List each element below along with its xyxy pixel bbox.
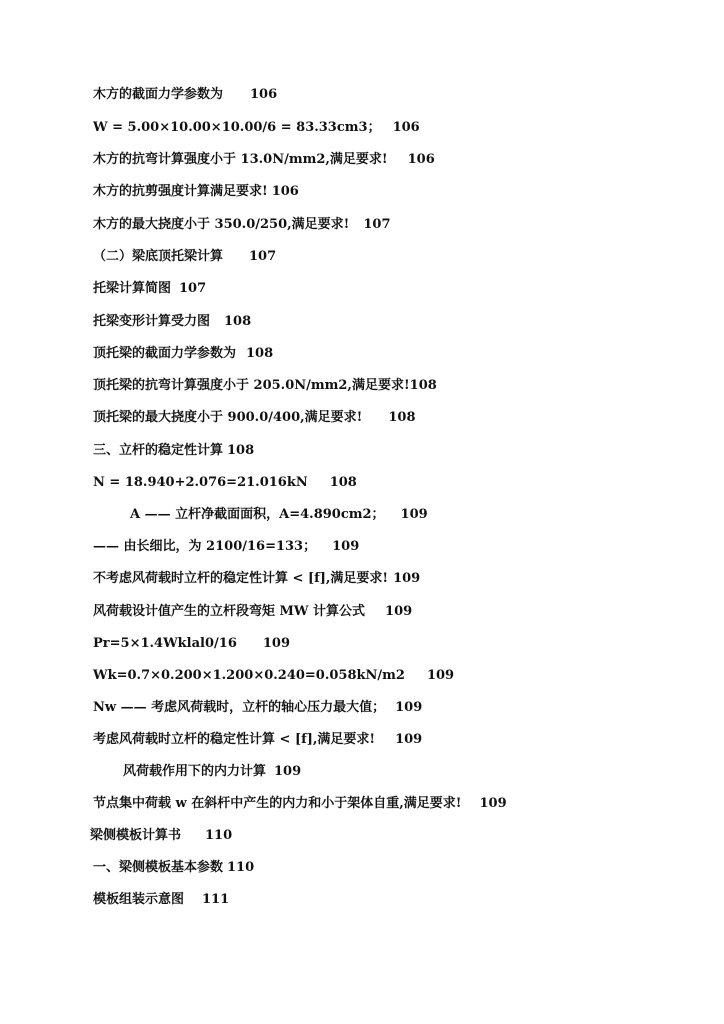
toc-entry[interactable] (93, 567, 420, 591)
toc-entry-page: 107 (249, 249, 277, 264)
toc-entry-page: 109 (395, 732, 423, 747)
toc-entry[interactable] (93, 888, 229, 912)
toc-entry-page: 108 (329, 475, 357, 490)
toc-entry-text: 顶托梁的抗弯计算强度小于 205.0N/mm2,满足要求! (93, 378, 410, 393)
toc-entry-page: 109 (395, 700, 423, 715)
toc-entry-page: 106 (392, 120, 420, 135)
toc-entry-page: 109 (400, 507, 428, 522)
toc-entry[interactable] (93, 83, 277, 107)
toc-entry[interactable] (93, 406, 416, 430)
toc-entry-text: 托梁计算简图 (93, 281, 172, 296)
toc-entry-text: 不考虑风荷载时立杆的稳定性计算 < [f],满足要求! (93, 571, 389, 586)
toc-entry-page: 109 (332, 539, 360, 554)
toc-entry[interactable] (93, 600, 412, 624)
toc-entry[interactable] (93, 116, 420, 140)
toc-entry-page: 110 (227, 860, 255, 875)
toc-entry-text: 一、梁侧模板基本参数 (93, 860, 224, 875)
toc-entry[interactable] (93, 632, 290, 656)
toc-entry-page: 109 (385, 604, 413, 619)
toc-entry-page: 107 (363, 217, 391, 232)
toc-entry-text: 顶托梁的截面力学参数为 (93, 346, 237, 361)
toc-entry-page: 106 (250, 87, 278, 102)
toc-entry-page: 109 (274, 764, 302, 779)
toc-entry-text: 考虑风荷载时立杆的稳定性计算 < [f],满足要求! (93, 732, 376, 747)
toc-entry[interactable] (93, 148, 435, 172)
toc-entry[interactable] (130, 503, 428, 527)
toc-entry-text: 木方的抗剪强度计算满足要求! (93, 184, 268, 199)
toc-entry-page: 107 (179, 281, 207, 296)
toc-entry[interactable] (93, 471, 357, 495)
toc-entry[interactable] (93, 180, 299, 204)
toc-entry[interactable] (93, 535, 359, 559)
toc-entry[interactable] (93, 245, 276, 269)
toc-entry[interactable] (93, 728, 422, 752)
toc-entry-page: 108 (246, 346, 274, 361)
toc-entry[interactable] (93, 856, 254, 880)
toc-entry-text: （二）梁底顶托梁计算 (93, 249, 224, 264)
toc-entry-page: 108 (388, 410, 416, 425)
toc-entry-text: Nw —— 考虑风荷载时，立杆的轴心压力最大值； (93, 700, 386, 715)
toc-entry-text: 顶托梁的最大挠度小于 900.0/400,满足要求! (93, 410, 363, 425)
toc-entry-text: 风荷载设计值产生的立杆段弯矩 MW 计算公式 (93, 604, 366, 619)
toc-entry[interactable] (90, 824, 232, 848)
toc-entry-page: 109 (393, 571, 421, 586)
toc-entry[interactable] (93, 310, 251, 334)
toc-entry-text: N = 18.940+2.076=21.016kN (93, 475, 308, 490)
toc-entry-text: 风荷载作用下的内力计算 (123, 764, 267, 779)
toc-entry-page: 108 (409, 378, 437, 393)
toc-entry-text: 木方的抗弯计算强度小于 13.0N/mm2,满足要求! (93, 152, 388, 167)
toc-entry[interactable] (93, 213, 391, 237)
toc-entry-page: 109 (479, 796, 507, 811)
toc-entry-text: 节点集中荷载 w 在斜杆中产生的内力和小于架体自重,满足要求! (93, 796, 462, 811)
toc-entry[interactable] (93, 342, 273, 366)
toc-entry[interactable] (93, 792, 507, 816)
toc-entry-text: —— 由长细比，为 2100/16=133； (93, 539, 317, 554)
toc-entry[interactable] (123, 760, 301, 784)
toc-entry-page: 110 (205, 828, 233, 843)
toc-entry[interactable] (93, 439, 254, 463)
toc-entry-text: 木方的最大挠度小于 350.0/250,满足要求! (93, 217, 350, 232)
toc-entry-page: 106 (271, 184, 299, 199)
toc-entry[interactable] (93, 696, 422, 720)
toc-entry-text: Pr=5×1.4Wklal0/16 (93, 636, 237, 651)
toc-entry-page: 109 (426, 668, 455, 683)
toc-entry-text: 模板组装示意图 (93, 892, 185, 907)
toc-entry-text: W = 5.00×10.00×10.00/6 = 83.33cm3； (93, 120, 381, 135)
toc-entry-text: 梁侧模板计算书 (90, 828, 182, 843)
toc-entry-page: 111 (202, 892, 230, 907)
toc-entry[interactable] (93, 277, 206, 301)
toc-entry-page: 108 (224, 314, 252, 329)
toc-entry[interactable] (93, 374, 437, 398)
toc-entry-text: 三、立杆的稳定性计算 (93, 443, 224, 458)
toc-entry-page: 109 (262, 636, 291, 651)
toc-entry-text: A —— 立杆净截面面积，A=4.890cm2； (130, 507, 385, 522)
toc-entry-page: 106 (407, 152, 435, 167)
toc-entry[interactable] (93, 664, 454, 688)
toc-entry-text: 托梁变形计算受力图 (93, 314, 211, 329)
toc-entry-page: 108 (227, 443, 255, 458)
toc-entry-text: 木方的截面力学参数为 (93, 87, 224, 102)
toc-entry-text: Wk=0.7×0.200×1.200×0.240=0.058kN/m2 (93, 668, 405, 683)
